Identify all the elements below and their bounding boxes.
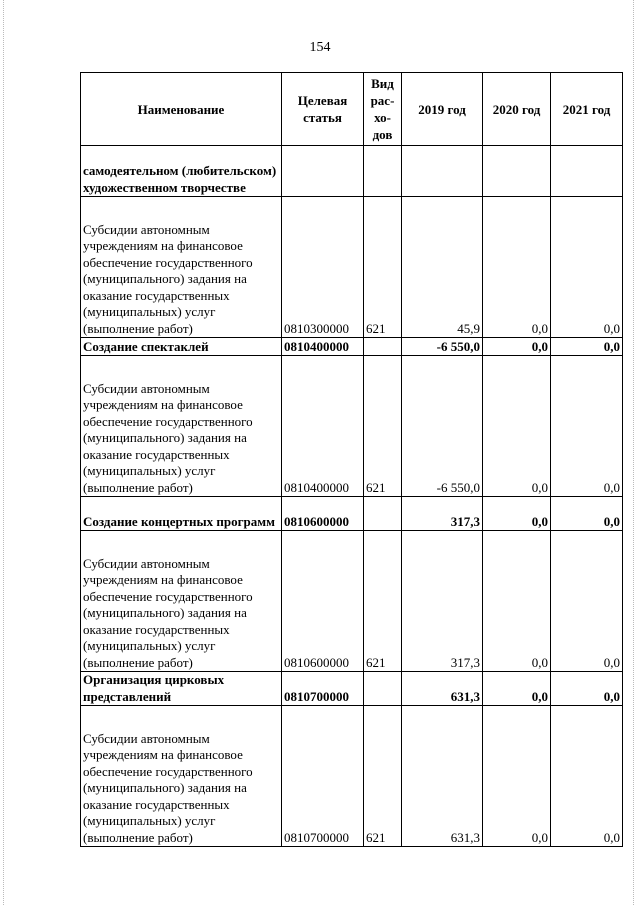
row-type: 621: [364, 706, 402, 847]
row-code: 0810300000: [282, 197, 364, 338]
row-2021: 0,0: [551, 197, 623, 338]
row-2019: 631,3: [402, 706, 483, 847]
row-name: Создание спектаклей: [81, 338, 282, 356]
row-name: Субсидии автономным учреждениям на финансовое обеспечение государственного (муниципального) задания на оказание государственных (муниципальных) услуг (выполнение работ): [81, 531, 282, 672]
row-2020: 0,0: [483, 531, 551, 672]
row-2020: 0,0: [483, 356, 551, 497]
header-2021: 2021 год: [551, 73, 623, 146]
row-2019: -6 550,0: [402, 338, 483, 356]
row-type: [364, 338, 402, 356]
row-name: Субсидии автономным учреждениям на финансовое обеспечение государственного (муниципального) задания на оказание государственных (муниципальных) услуг (выполнение работ): [81, 197, 282, 338]
header-2020: 2020 год: [483, 73, 551, 146]
row-type: [364, 146, 402, 197]
row-type: 621: [364, 531, 402, 672]
row-2020: 0,0: [483, 672, 551, 706]
row-2020: 0,0: [483, 197, 551, 338]
table-row: [81, 497, 623, 531]
row-2019: -6 550,0: [402, 356, 483, 497]
row-type: 621: [364, 356, 402, 497]
header-2019: 2019 год: [402, 73, 483, 146]
row-type: [364, 497, 402, 531]
row-2020: 0,0: [483, 338, 551, 356]
header-row: [81, 73, 623, 146]
row-name: Субсидии автономным учреждениям на финансовое обеспечение государственного (муниципального) задания на оказание государственных (муниципальных) услуг (выполнение работ): [81, 706, 282, 847]
table-row: [81, 672, 623, 706]
row-code: 0810400000: [282, 356, 364, 497]
row-2021: 0,0: [551, 338, 623, 356]
header-type-line4: дов: [372, 127, 393, 142]
table-row: [81, 531, 623, 672]
header-target: [282, 73, 364, 146]
row-2021: 0,0: [551, 706, 623, 847]
row-2019: 317,3: [402, 531, 483, 672]
header-type-line2: рас-: [370, 93, 395, 108]
row-type: 621: [364, 197, 402, 338]
row-2019: 631,3: [402, 672, 483, 706]
row-code: 0810400000: [282, 338, 364, 356]
row-type: [364, 672, 402, 706]
row-2021: 0,0: [551, 531, 623, 672]
row-2021: [551, 146, 623, 197]
row-2019: 45,9: [402, 197, 483, 338]
row-name: Создание концертных программ: [81, 497, 282, 531]
table-row: [81, 197, 623, 338]
row-code: [282, 146, 364, 197]
table-row: [81, 356, 623, 497]
table-row: [81, 338, 623, 356]
row-name: Субсидии автономным учреждениям на финансовое обеспечение государственного (муниципального) задания на оказание государственных (муниципальных) услуг (выполнение работ): [81, 356, 282, 497]
table-row: [81, 706, 623, 847]
page-number: 154: [309, 40, 331, 55]
header-target-text: Целевая статья: [297, 93, 348, 125]
row-code: 0810700000: [282, 672, 364, 706]
row-2019: 317,3: [402, 497, 483, 531]
header-type-line3: хо-: [374, 110, 391, 125]
header-type: [364, 73, 402, 146]
row-2021: 0,0: [551, 497, 623, 531]
row-code: 0810600000: [282, 497, 364, 531]
row-2020: 0,0: [483, 497, 551, 531]
budget-table: [80, 72, 623, 847]
row-2019: [402, 146, 483, 197]
header-type-line1: Вид: [371, 76, 394, 91]
header-name: Наименование: [81, 73, 282, 146]
left-edge-marks: [3, 0, 6, 905]
row-2020: 0,0: [483, 706, 551, 847]
row-2021: 0,0: [551, 672, 623, 706]
row-2020: [483, 146, 551, 197]
row-name: самодеятельном (любительском) художественном творчестве: [81, 146, 282, 197]
row-name: Организация цирковых представлений: [81, 672, 282, 706]
table-row: [81, 146, 623, 197]
row-2021: 0,0: [551, 356, 623, 497]
row-code: 0810600000: [282, 531, 364, 672]
row-code: 0810700000: [282, 706, 364, 847]
right-edge-marks: [633, 0, 636, 905]
